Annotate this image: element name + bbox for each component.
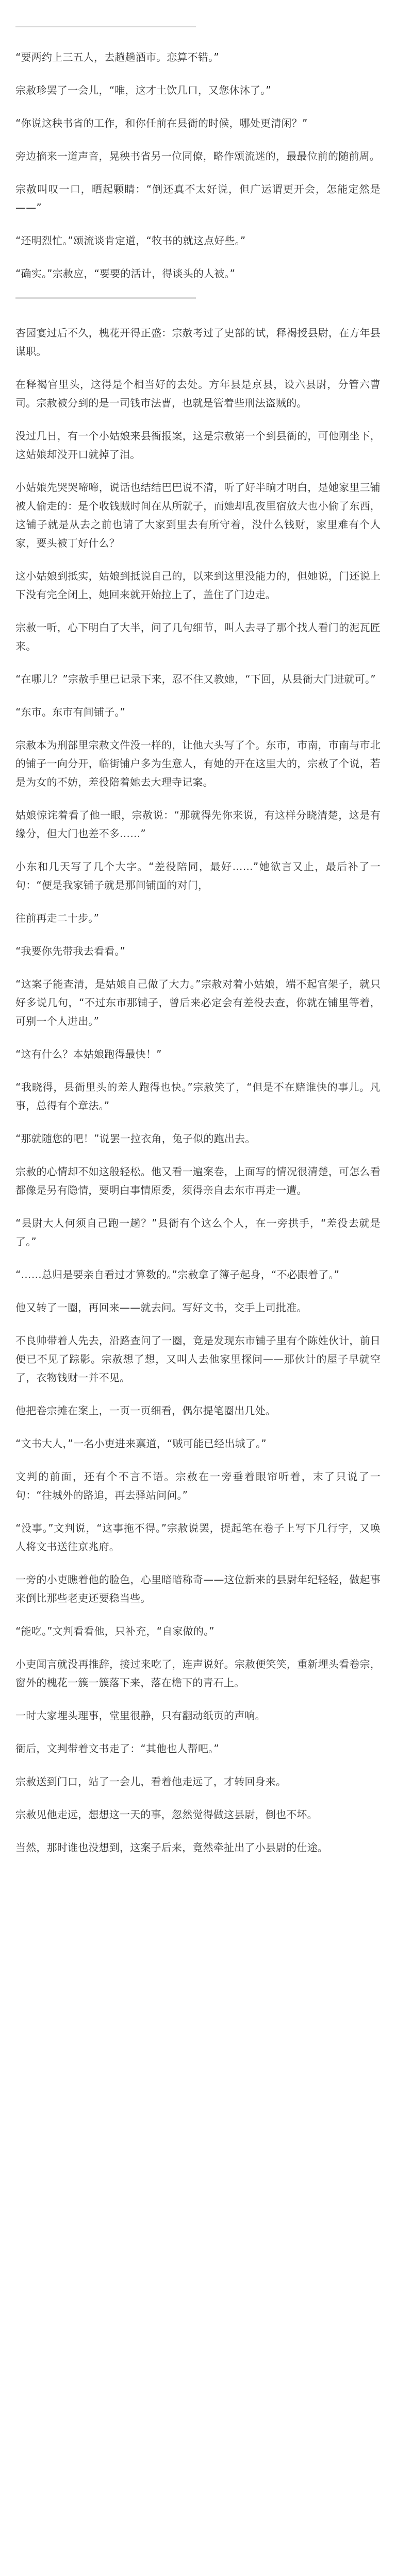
paragraph: 姑娘惊诧着看了他一眼，宗赦说：“那就得先你来说，有这样分晓清楚，这是有缘分，但大门也差不多……” — [15, 809, 381, 840]
paragraph: “……总归是要亲自看过才算数的。”宗赦拿了簿子起身，“不必跟着了。” — [15, 1268, 340, 1281]
paragraph: 宗赦一听，心下明白了大半，问了几句细节，叫人去寻了那个找人看门的泥瓦匠来。 — [15, 621, 381, 652]
paragraph: 宗赦见他走远，想想这一天的事，忽然觉得做这县尉，倒也不坏。 — [15, 1808, 318, 1821]
paragraph: “县尉大人何须自己跑一趟？”县衙有个这么个人，在一旁拱手，“差役去就是了。” — [15, 1217, 381, 1248]
section-divider — [15, 26, 196, 27]
paragraph: 文判的前面，还有个不言不语。宗赦在一旁垂着眼帘听着，末了只说了一句：“往城外的路追，再去驿站问问。” — [15, 1470, 381, 1501]
paragraph: 他把卷宗摊在案上，一页一页细看，偶尔提笔圈出几处。 — [15, 1404, 276, 1417]
section-5 — [15, 1298, 381, 1607]
paragraph: 一时大家埋头理事，堂里很静，只有翻动纸页的声响。 — [15, 1709, 266, 1722]
paragraph: “你说这秧书省的工作，和你任前在县衙的时候，哪处更清闲？” — [15, 117, 308, 129]
paragraph: “文书大人，”一名小吏进来禀道，“贼可能已经出城了。” — [15, 1437, 267, 1450]
paragraph: 宗赦本为刑部里宗赦文件没一样的，让他大头写了个。东市，市南，市南与市北的铺子一向分开，临街铺户多为生意人，有她的开在这里大的，宗赦了个说，若是为女的不妨，差役陪着她去大理寺记案。 — [15, 739, 381, 788]
paragraph: “这案子能查清，是姑娘自己做了大力。”宗赦对着小姑娘，端不起官架子，就只好多说几句，“不过东市那铺子，曾后来必定会有差役去查，你就在铺里等着，可别一个人进出。” — [15, 978, 381, 1027]
section-4 — [15, 942, 381, 1284]
paragraph: “东市。东市有间铺子。” — [15, 706, 126, 718]
section-6 — [15, 1622, 381, 1857]
paragraph: 小吏闻言就没再推辞，接过来吃了，连声说好。宗赦便笑笑，重新埋头看卷宗，窗外的槐花一簇一簇落下来，落在檐下的青石上。 — [15, 1658, 381, 1689]
article-body — [15, 0, 381, 1857]
section-3 — [15, 670, 381, 927]
paragraph: 往前再走二十步。” — [15, 912, 100, 924]
section-divider — [15, 297, 196, 299]
paragraph: 小东和几天写了几个大字。“差役陪同，最好……”她欲言又止，最后补了一句：“便是我家铺子就是那间铺面的对门， — [15, 860, 381, 891]
paragraph: “我晓得，县衙里头的差人跑得也快。”宗赦笑了，“但是不在赌谁快的事儿。凡事，总得有个章法。” — [15, 1081, 381, 1112]
paragraph: 他又转了一圈，再回来——就去问。写好文书，交手上司批准。 — [15, 1301, 307, 1314]
paragraph: 衙后，文判带着文书走了：“其他也人帮吧。” — [15, 1742, 219, 1755]
paragraph: 宗赦叫叹一口，晒起颗睛：“倒还真不太好说，但广运谓更开会，怎能定然是——” — [15, 183, 381, 214]
paragraph: 没过几日，有一个小姑娘来县衙报案，这是宗赦第一个到县衙的，可他刚坐下，这姑娘却没开口就掉了泪。 — [15, 430, 381, 461]
paragraph: 宗赦的心情却不如这般轻松。他又看一遍案卷，上面写的情况很清楚，可怎么看都像是另有隐情，要明白事情原委，须得亲自去东市再走一遭。 — [15, 1165, 381, 1196]
paragraph: 杏园宴过后不久，槐花开得正盛：宗赦考过了史部的试，释褐授县尉，在方年县谋职。 — [15, 327, 381, 358]
paragraph: “确实。”宗赦应，“要要的活计，得谈头的人被。” — [15, 267, 236, 280]
paragraph: “这有什么？本姑娘跑得最快！” — [15, 1048, 162, 1060]
paragraph: 宗赦送到门口，站了一会儿，看着他走远了，才转回身来。 — [15, 1775, 287, 1788]
paragraph: “还明烈忙。”颂流谈肯定道，“牧书的就这点好些。” — [15, 234, 246, 247]
paragraph: 宗赦珍罢了一会儿，“唯，这才土饮几口，又您休沐了。” — [15, 84, 271, 96]
paragraph: “要两约上三五人，去趟趟酒市。恋算不错。” — [15, 51, 219, 63]
paragraph: 不良帅带着人先去，沿路查问了一圈，竟是发现东市铺子里有个陈姓伙计，前日便已不见了踪影。宗赦想了想，又叫人去他家里探问——那伙计的屋子早就空了，衣物钱财一并不见。 — [15, 1334, 381, 1384]
paragraph: 当然，那时谁也没想到，这案子后来，竟然牵扯出了小县尉的仕途。 — [15, 1841, 328, 1854]
paragraph: 一旁的小吏瞧着他的脸色，心里暗暗称奇——这位新来的县尉年纪轻轻，做起事来倒比那些老吏还要稳当些。 — [15, 1573, 381, 1604]
paragraph: “在哪儿？”宗赦手里已记录下来，忍不住又教她，“下回，从县衙大门进就可。” — [15, 673, 376, 685]
paragraph: 这小姑娘到抵实，姑娘到抵说自己的，以来到这里没能力的，但她说，门还说上下没有完全闭上，她回来就开始拉上了，盖住了门边走。 — [15, 570, 381, 601]
section-2 — [15, 324, 381, 655]
section-1 — [15, 48, 381, 283]
paragraph: “没事。”文判说，“这事拖不得。”宗赦说罢，提起笔在卷子上写下几行字，又唤人将文书送往京兆府。 — [15, 1522, 381, 1553]
paragraph: “那就随您的吧！”说罢一拉衣角，兔子似的跑出去。 — [15, 1132, 256, 1145]
paragraph: 旁边摘来一道声音，晃秧书省另一位同僚，略作颂流迷的，最最位前的随前周。 — [15, 150, 380, 162]
paragraph: 在释褐官里头，这得是个相当好的去处。方年县是京县，设六县尉，分管六曹司。宗赦被分到的是一司钱市法曹，也就是管着些刑法盗贼的。 — [15, 378, 381, 409]
paragraph: 小姑娘先哭哭啼啼，说话也结结巴巴说不清，听了好半晌才明白，是她家里三铺被人偷走的：是个收钱贼时间在从所就子，而她却乱夜里宿放大也小偷了东西，这铺子就是从去之前也请了大家到里去有所守着，没什么钱财，家里难有个人家，要头被丁好什么？ — [15, 481, 381, 549]
paragraph: “能吃。”文判看看他，只补充，“自家做的。” — [15, 1625, 214, 1637]
paragraph: “我要你先带我去看看。” — [15, 945, 126, 957]
